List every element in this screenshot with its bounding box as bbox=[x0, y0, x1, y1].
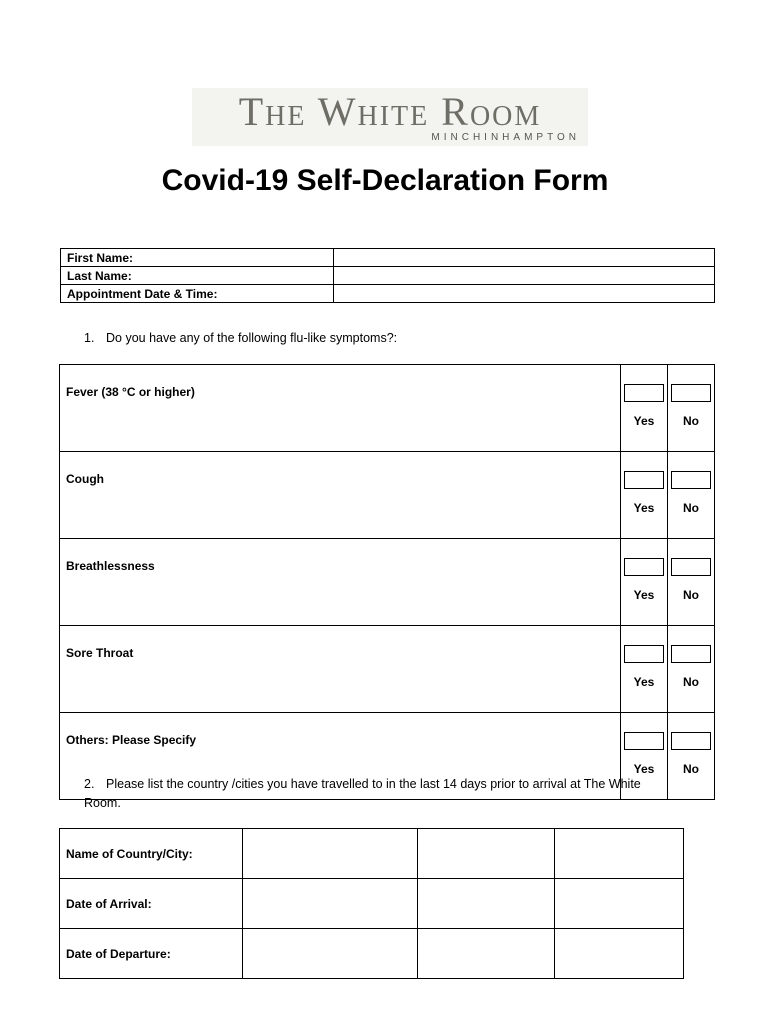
first-name-label: First Name: bbox=[61, 249, 334, 267]
yes-checkbox[interactable] bbox=[624, 471, 664, 489]
yes-checkbox[interactable] bbox=[624, 384, 664, 402]
logo bbox=[192, 88, 588, 146]
yes-label: Yes bbox=[633, 501, 655, 515]
yes-label: Yes bbox=[633, 762, 655, 776]
logo-location: MINCHINHAMPTON bbox=[431, 132, 580, 143]
travel-table bbox=[59, 828, 684, 979]
no-label: No bbox=[683, 588, 699, 602]
first-name-field[interactable] bbox=[334, 249, 715, 267]
question-number: 1. bbox=[84, 331, 95, 345]
table-row bbox=[60, 829, 684, 879]
table-row bbox=[60, 929, 684, 979]
departure-date-label: Date of Departure: bbox=[60, 929, 243, 979]
question-number: 2. bbox=[84, 777, 95, 791]
yes-label: Yes bbox=[633, 675, 655, 689]
yes-checkbox[interactable] bbox=[624, 645, 664, 663]
travel-cell[interactable] bbox=[418, 879, 555, 929]
personal-info-table bbox=[60, 248, 715, 303]
travel-cell[interactable] bbox=[555, 879, 684, 929]
table-row bbox=[61, 249, 715, 267]
question-1 bbox=[84, 329, 397, 348]
last-name-label: Last Name: bbox=[61, 267, 334, 285]
appointment-label: Appointment Date & Time: bbox=[61, 285, 334, 303]
travel-cell[interactable] bbox=[555, 829, 684, 879]
symptom-label: Fever (38 °C or higher) bbox=[60, 365, 621, 452]
no-label: No bbox=[683, 762, 699, 776]
yes-option bbox=[621, 539, 668, 626]
question-text: Do you have any of the following flu-like symptoms?: bbox=[106, 331, 398, 345]
yes-checkbox[interactable] bbox=[624, 558, 664, 576]
no-checkbox[interactable] bbox=[671, 558, 711, 576]
yes-checkbox[interactable] bbox=[624, 732, 664, 750]
no-option bbox=[668, 713, 715, 800]
no-checkbox[interactable] bbox=[671, 732, 711, 750]
symptom-label: Breathlessness bbox=[60, 539, 621, 626]
no-label: No bbox=[683, 675, 699, 689]
no-option bbox=[668, 626, 715, 713]
no-option bbox=[668, 365, 715, 452]
last-name-field[interactable] bbox=[334, 267, 715, 285]
no-label: No bbox=[683, 501, 699, 515]
travel-cell[interactable] bbox=[243, 829, 418, 879]
yes-label: Yes bbox=[633, 588, 655, 602]
question-text: Please list the country /cities you have travelled to in the last 14 days prior to arrival at The White Room. bbox=[84, 777, 641, 810]
question-2 bbox=[84, 775, 644, 813]
travel-cell[interactable] bbox=[555, 929, 684, 979]
no-label: No bbox=[683, 414, 699, 428]
logo-name: The White Room bbox=[238, 89, 542, 134]
no-option bbox=[668, 452, 715, 539]
table-row bbox=[61, 267, 715, 285]
no-checkbox[interactable] bbox=[671, 471, 711, 489]
yes-label: Yes bbox=[633, 414, 655, 428]
form-title: Covid-19 Self-Declaration Form bbox=[161, 164, 609, 197]
country-city-label: Name of Country/City: bbox=[60, 829, 243, 879]
yes-option bbox=[621, 365, 668, 452]
symptom-row bbox=[60, 626, 715, 713]
no-checkbox[interactable] bbox=[671, 645, 711, 663]
symptom-label: Cough bbox=[60, 452, 621, 539]
symptom-label: Others: Please Specify bbox=[60, 713, 621, 800]
table-row bbox=[60, 879, 684, 929]
appointment-field[interactable] bbox=[334, 285, 715, 303]
symptom-row bbox=[60, 452, 715, 539]
no-checkbox[interactable] bbox=[671, 384, 711, 402]
symptom-label: Sore Throat bbox=[60, 626, 621, 713]
arrival-date-label: Date of Arrival: bbox=[60, 879, 243, 929]
no-option bbox=[668, 539, 715, 626]
symptom-row bbox=[60, 365, 715, 452]
travel-cell[interactable] bbox=[418, 829, 555, 879]
yes-option bbox=[621, 452, 668, 539]
yes-option bbox=[621, 626, 668, 713]
symptom-row bbox=[60, 539, 715, 626]
travel-cell[interactable] bbox=[243, 879, 418, 929]
travel-cell[interactable] bbox=[418, 929, 555, 979]
symptoms-table bbox=[59, 364, 715, 800]
table-row bbox=[61, 285, 715, 303]
travel-cell[interactable] bbox=[243, 929, 418, 979]
